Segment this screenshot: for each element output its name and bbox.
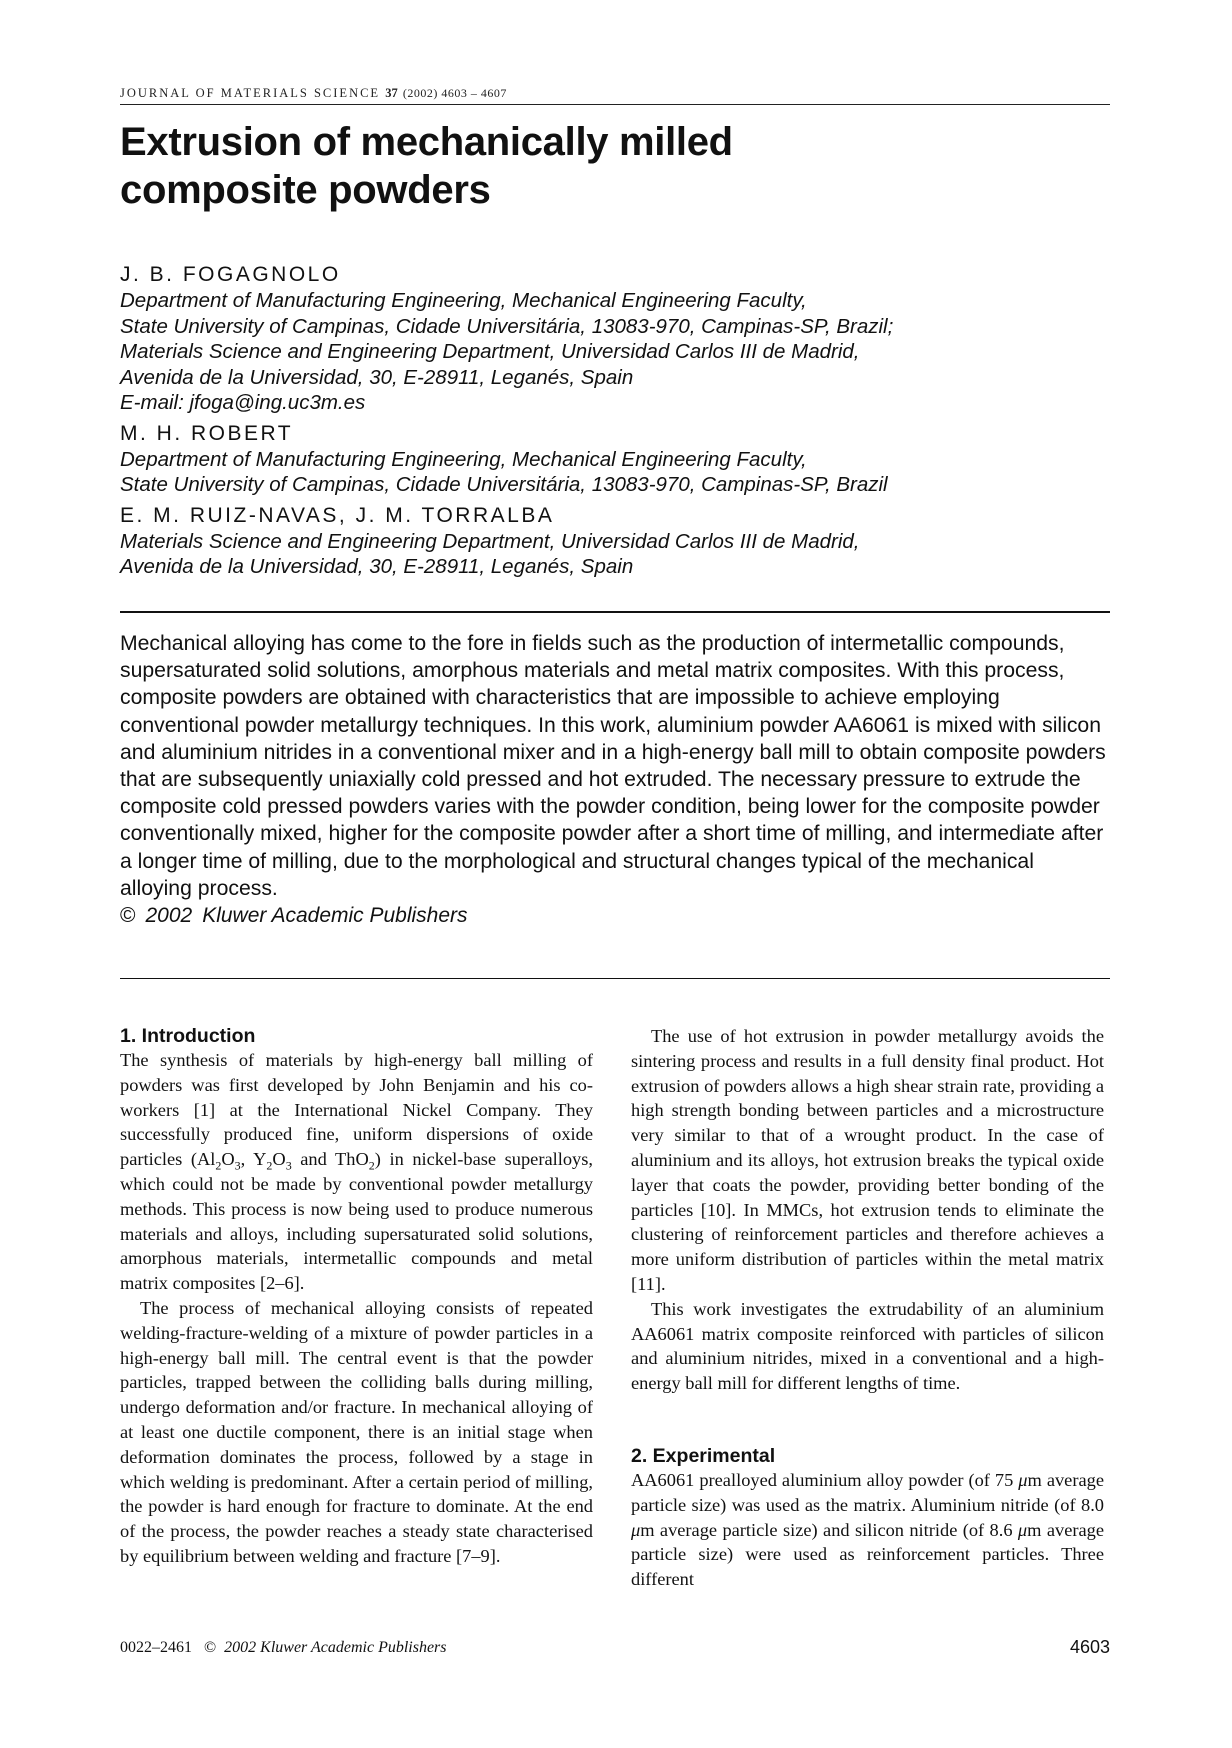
author-block (120, 503, 1110, 580)
author-block (120, 262, 1110, 416)
journal-year-pages: (2002) 4603 – 4607 (402, 86, 507, 100)
left-column (120, 1024, 593, 1569)
affiliation-line: State University of Campinas, Cidade Universitária, 13083-970, Campinas-SP, Brazil (120, 473, 888, 496)
affiliation-line: Materials Science and Engineering Department, Universidad Carlos III de Madrid, (120, 340, 860, 363)
section-heading-experimental: 2. Experimental (631, 1444, 776, 1467)
author-email[interactable]: E-mail: jfoga@ing.uc3m.es (120, 391, 366, 414)
section-heading-introduction: 1. Introduction (120, 1025, 256, 1047)
footer-publisher: 2002 Kluwer Academic Publishers (224, 1639, 447, 1656)
affiliation-line: Department of Manufacturing Engineering, Mechanical Engineering Faculty, (120, 447, 807, 471)
author-name: J. B. FOGAGNOLO (120, 263, 341, 286)
title-line-1: Extrusion of mechanically milled (120, 120, 733, 164)
copyright-year: 2002 (145, 904, 193, 928)
journal-volume: 37 (385, 86, 398, 100)
affiliation-line: Materials Science and Engineering Department, Universidad Carlos III de Madrid, (120, 529, 860, 553)
right-column (631, 1024, 1104, 1592)
page-number: 4603 (1069, 1637, 1110, 1657)
section-gap (631, 1396, 1104, 1444)
abstract-copyright (120, 902, 1110, 929)
copyright-symbol: © (204, 1639, 217, 1656)
footer-left (120, 1639, 447, 1657)
copyright-symbol: © (120, 904, 136, 928)
issn: 0022–2461 (120, 1639, 192, 1656)
paragraph: The process of mechanical alloying consists of repeated welding-fracture-welding of a mixture of powder particles in a high-energy ball mill. The central event is that the powder particles, trapped between the colliding balls during milling, undergo deformation and/or fracture. In mechanical alloying of at least one ductile component, there is an initial stage when deformation dominates the process, followed by a stage in which welding is predominant. After a certain period of milling, the powder is hard enough for fracture to dominate. At the end of the process, the powder reaches a steady state characterised by equilibrium between welding and fracture [7–9]. (120, 1297, 593, 1566)
author-name: E. M. RUIZ-NAVAS, J. M. TORRALBA (120, 503, 555, 527)
affiliation-line: State University of Campinas, Cidade Universitária, 13083-970, Campinas-SP, Brazil; (120, 314, 894, 338)
abstract (120, 630, 1110, 929)
paragraph: This work investigates the extrudability of an aluminium AA6061 matrix composite reinforced with particles of silicon and aluminium nitrides, mixed in a conventional and a high-energy ball mill for different lengths of time. (631, 1298, 1104, 1394)
paragraph: The synthesis of materials by high-energy ball milling of powders was first developed by John Benjamin and his co-workers [1] at the International Nickel Company. They successfully produced fine, uniform dispersions of oxide particles ($Al_2O_3$, $Y_2O_3$ and ThO$_2$) in nickel-base superalloys, which could not be made by conventional powder metallurgy methods. This process is now being used to produce numerous materials and alloys, including supersaturated solid solutions, amorphous materials, intermetallic compounds and metal matrix composites [2–6]. (120, 1050, 593, 1294)
title-line-2: composite powders (120, 168, 491, 212)
header-rule (120, 104, 1110, 105)
author-block (120, 421, 1110, 498)
journal-header (120, 86, 1110, 101)
affiliation-line: Department of Manufacturing Engineering, Mechanical Engineering Faculty, (120, 289, 807, 312)
abstract-text: Mechanical alloying has come to the fore in fields such as the production of intermetallic compounds, supersaturated solid solutions, amorphous materials and metal matrix composites. With this process, composite powders are obtained with characteristics that are impossible to achieve employing conventional powder metallurgy techniques. In this work, aluminium powder AA6061 is mixed with silicon and aluminium nitrides in a conventional mixer and in a high-energy ball mill to obtain composite powders that are subsequently uniaxially cold pressed and hot extruded. The necessary pressure to extrude the composite cold pressed powders varies with the powder condition, being lower for the composite powder conventionally mixed, higher for the composite powder after a short time of milling, and intermediate after a longer time of milling, due to the morphological and structural changes typical of the mechanical alloying process. (120, 632, 1106, 900)
copyright-publisher: Kluwer Academic Publishers (202, 904, 468, 928)
paragraph: The use of hot extrusion in powder metallurgy avoids the sintering process and results in a full density final product. Hot extrusion of powders allows a high shear strain rate, providing a high strength bonding between particles and a microstructure very similar to that of a wrought product. In the case of aluminium and its alloys, hot extrusion breaks the typical oxide layer that coats the powder, providing better bonding of the particles [10]. In MMCs, hot extrusion tends to eliminate the clustering of reinforcement particles and therefore achieves a more uniform distribution of particles within the metal matrix [11]. (631, 1026, 1104, 1294)
journal-name: JOURNAL OF MATERIALS SCIENCE (120, 86, 381, 100)
paragraph: AA6061 prealloyed aluminium alloy powder (of 75 μm average particle size) was used as the matrix. Aluminium nitride (of 8.0 μm average particle size) and silicon nitride (of 8.6 μm average particle size) were used as reinforcement particles. Three different (631, 1469, 1104, 1590)
abstract-top-rule (120, 611, 1110, 613)
author-name: M. H. ROBERT (120, 421, 294, 445)
affiliation-line: Avenida de la Universidad, 30, E-28911, Leganés, Spain (120, 365, 634, 389)
author-list (120, 262, 1110, 585)
abstract-bottom-rule (120, 978, 1110, 979)
affiliation-line: Avenida de la Universidad, 30, E-28911, Leganés, Spain (120, 555, 634, 578)
paper-title (120, 118, 880, 214)
